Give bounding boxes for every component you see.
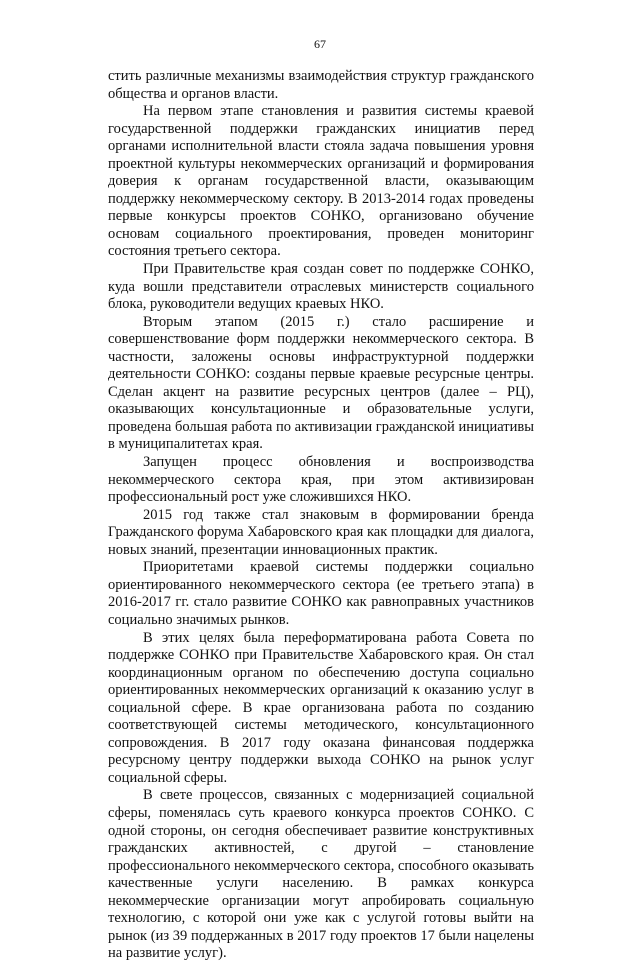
paragraph-second-stage: Вторым этапом (2015 г.) стало расширение и совершенствование форм поддержки некоммерческого сектора. В частности, заложены основы инфраструктурной поддержки деятельности СОНКО: созданы первые краевые ресурсные центры. Сделан акцент на развитие ресурсных центров (далее – РЦ), оказывающих консультационные и образовательные услуги, проведена большая работа по активизации гражданской инициативы в муниципалитетах края. [108, 313, 534, 453]
document-body [108, 68, 534, 963]
paragraph-council: При Правительстве края создан совет по поддержке СОНКО, куда вошли представители отраслевых министерств социального блока, руководители ведущих краевых НКО. [108, 261, 534, 313]
paragraph-contest: В свете процессов, связанных с модернизацией социальной сферы, поменялась суть краевого конкурса проектов СОНКО. С одной стороны, он сегодня обеспечивает развитие конструктивных гражданских активностей, с другой – становление профессионального некоммерческого сектора, способного оказывать качественные услуги населению. В рамках конкурса некоммерческие организации могут апробировать социальную технологию, с которой они уже как с услугой готовы выйти на рынок (из 39 поддержанных в 2017 году проектов 17 были нацелены на развитие услуг). [108, 787, 534, 962]
paragraph-civic-forum: 2015 год также стал знаковым в формировании бренда Гражданского форума Хабаровского края как площадки для диалога, новых знаний, презентации инновационных практик. [108, 506, 534, 558]
paragraph-council-reform: В этих целях была переформатирована работа Совета по поддержке СОНКО при Правительстве Хабаровского края. Он стал координационным органом по обеспечению доступа социально ориентированных некоммерческих организаций к оказанию услуг в социальной сфере. В крае организована работа по созданию соответствующей системы методического, консультационного сопровождения. В 2017 году оказана финансовая поддержка ресурсному центру поддержки выхода СОНКО на рынок услуг социальной сферы. [108, 629, 534, 786]
paragraph-renewal: Запущен процесс обновления и воспроизводства некоммерческого сектора края, при этом активизирован профессиональный рост уже сложившихся НКО. [108, 454, 534, 506]
paragraph-continuation: стить различные механизмы взаимодействия структур гражданского общества и органов власти. [108, 68, 534, 102]
paragraph-priorities: Приоритетами краевой системы поддержки социально ориентированного некоммерческого сектора (ее третьего этапа) в 2016-2017 гг. стало развитие СОНКО как равноправных участников социально значимых рынков. [108, 559, 534, 628]
paragraph-first-stage: На первом этапе становления и развития системы краевой государственной поддержки гражданских инициатив перед органами исполнительной власти стояла задача повышения уровня проектной культуры некоммерческих организаций и формирования доверия к органам государственной власти, оказывающим поддержку некоммерческому сектору. В 2013-2014 годах проведены первые конкурсы проектов СОНКО, организовано обучение основам социального проектирования, проведен мониторинг состояния третьего сектора. [108, 103, 534, 260]
page-number: 67 [314, 37, 326, 51]
